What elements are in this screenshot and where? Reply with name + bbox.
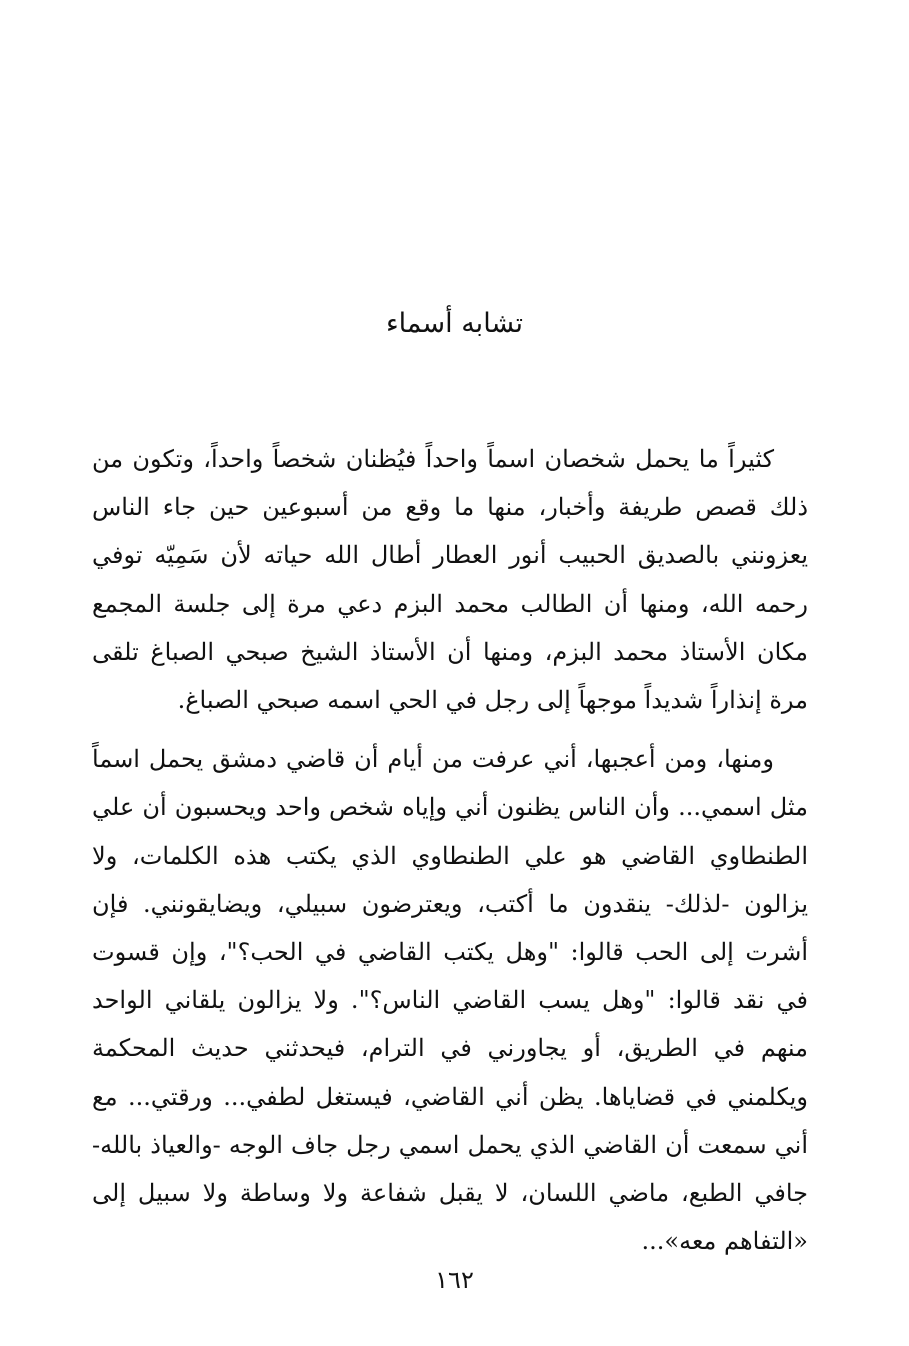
chapter-title: تشابه أسماء (385, 308, 524, 339)
paragraph-2: ومنها، ومن أعجبها، أني عرفت من أيام أن قاضي دمشق يحمل اسماً مثل اسمي... وأن الناس يظنون أني وإياه شخص واحد ويحسبون أن علي الطنطاوي القاضي هو علي الطنطاوي الذي يكتب هذه الكلمات، ولا يزالون -لذلك- ينقدون ما أكتب، ويعترضون سبيلي، ويضايقونني. فإن أشرت إلى الحب قالوا: "وهل يكتب القاضي في الحب؟"، وإن قسوت في نقد قالوا: "وهل يسب القاضي الناس؟". ولا يزالون يلقاني الواحد منهم في الطريق، أو يجاورني في الترام، فيحدثني حديث المحكمة ويكلمني في قضاياها. يظن أني القاضي، فيستغل لطفي... ورقتي... مع أني سمعت أن القاضي الذي يحمل اسمي رجل جاف الوجه -والعياذ بالله- جافي الطبع، ماضي اللسان، لا يقبل شفاعة ولا وساطة ولا سبيل إلى «التفاهم معه»... (92, 745, 808, 1256)
body-text (92, 435, 808, 1265)
paragraph-1: كثيراً ما يحمل شخصان اسماً واحداً فيُظنان شخصاً واحداً، وتكون من ذلك قصص طريفة وأخبار، منها ما وقع من أسبوعين حين جاء الناس يعزونني بالصديق الحبيب أنور العطار أطال الله حياته لأن سَمِيّه توفي رحمه الله، ومنها أن الطالب محمد البزم دعي مرة إلى جلسة المجمع مكان الأستاذ محمد البزم، ومنها أن الأستاذ الشيخ صبحي الصباغ تلقى مرة إنذاراً شديداً موجهاً إلى رجل في الحي اسمه صبحي الصباغ. (92, 445, 809, 715)
page-number: ١٦٢ (435, 1266, 474, 1294)
